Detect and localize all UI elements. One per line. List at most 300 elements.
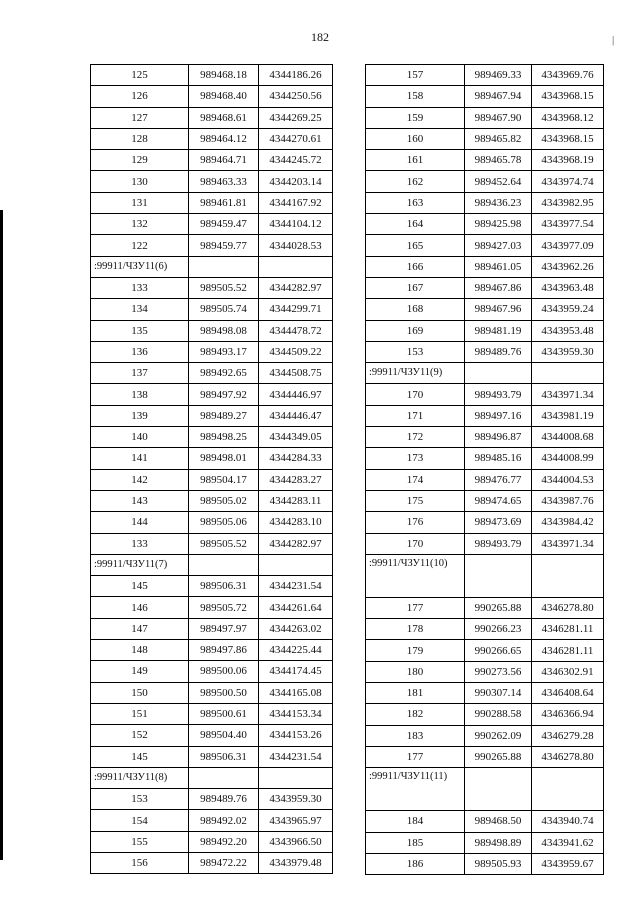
parcel-label-cell: :99911/ЧЗУ11(9) [366, 363, 465, 384]
table-row [366, 277, 604, 298]
point-id-cell: 145 [91, 576, 189, 597]
parcel-label-cell: :99911/ЧЗУ11(7) [91, 554, 189, 575]
point-id-cell: 173 [366, 448, 465, 469]
y-coordinate-cell: 4344231.54 [259, 576, 333, 597]
parcel-label-cell: :99911/ЧЗУ11(10) [366, 554, 465, 597]
table-row [366, 448, 604, 469]
point-id-cell: 172 [366, 427, 465, 448]
y-coordinate-cell: 4343977.54 [532, 214, 604, 235]
point-id-cell: 131 [91, 192, 189, 213]
parcel-header-row [91, 767, 333, 788]
table-row [91, 427, 333, 448]
parcel-header-row [91, 554, 333, 575]
point-id-cell: 149 [91, 661, 189, 682]
x-coordinate-cell: 989476.77 [465, 469, 532, 490]
x-coordinate-cell: 990266.65 [465, 640, 532, 661]
point-id-cell: 182 [366, 704, 465, 725]
table-row [91, 469, 333, 490]
x-coordinate-cell: 989465.78 [465, 150, 532, 171]
x-coordinate-cell: 989467.90 [465, 107, 532, 128]
x-coordinate-cell: 989481.19 [465, 320, 532, 341]
y-coordinate-cell: 4343969.76 [532, 65, 604, 86]
point-id-cell: 146 [91, 597, 189, 618]
point-id-cell: 126 [91, 86, 189, 107]
y-coordinate-cell: 4344004.53 [532, 469, 604, 490]
parcel-header-row [366, 554, 604, 597]
table-row [366, 832, 604, 853]
y-coordinate-cell: 4346278.80 [532, 746, 604, 767]
y-coordinate-cell: 4344261.64 [259, 597, 333, 618]
point-id-cell: 144 [91, 512, 189, 533]
parcel-label-cell: :99911/ЧЗУ11(6) [91, 256, 189, 277]
y-coordinate-cell: 4343966.50 [259, 831, 333, 852]
table-row [91, 533, 333, 554]
table-row [91, 448, 333, 469]
y-coordinate-cell: 4343965.97 [259, 810, 333, 831]
x-coordinate-cell: 989500.61 [189, 703, 259, 724]
y-coordinate-cell: 4343979.48 [259, 852, 333, 873]
x-coordinate-cell [189, 554, 259, 575]
y-coordinate-cell: 4346281.11 [532, 619, 604, 640]
table-row [366, 746, 604, 767]
y-coordinate-cell: 4346366.94 [532, 704, 604, 725]
point-id-cell: 171 [366, 405, 465, 426]
table-row [91, 810, 333, 831]
y-coordinate-cell: 4343968.15 [532, 128, 604, 149]
table-row [366, 704, 604, 725]
table-row [91, 490, 333, 511]
x-coordinate-cell: 989425.98 [465, 214, 532, 235]
x-coordinate-cell: 989492.02 [189, 810, 259, 831]
point-id-cell: 125 [91, 65, 189, 86]
point-id-cell: 177 [366, 597, 465, 618]
y-coordinate-cell: 4343971.34 [532, 533, 604, 554]
x-coordinate-cell: 989497.92 [189, 384, 259, 405]
table-row [91, 192, 333, 213]
y-coordinate-cell [259, 554, 333, 575]
x-coordinate-cell: 990265.88 [465, 597, 532, 618]
table-row [366, 811, 604, 832]
table-row [91, 682, 333, 703]
x-coordinate-cell: 989485.16 [465, 448, 532, 469]
table-row [91, 597, 333, 618]
y-coordinate-cell: 4346278.80 [532, 597, 604, 618]
x-coordinate-cell: 989473.69 [465, 512, 532, 533]
table-row [366, 128, 604, 149]
point-id-cell: 175 [366, 490, 465, 511]
y-coordinate-cell: 4343962.26 [532, 256, 604, 277]
table-row [366, 683, 604, 704]
table-row [91, 576, 333, 597]
x-coordinate-cell: 989506.31 [189, 576, 259, 597]
point-id-cell: 129 [91, 150, 189, 171]
table-row [366, 661, 604, 682]
x-coordinate-cell [465, 768, 532, 811]
point-id-cell: 164 [366, 214, 465, 235]
point-id-cell: 132 [91, 214, 189, 235]
x-coordinate-cell: 989505.52 [189, 277, 259, 298]
table-row [91, 277, 333, 298]
x-coordinate-cell: 990262.09 [465, 725, 532, 746]
table-row [91, 789, 333, 810]
table-row [91, 107, 333, 128]
x-coordinate-cell: 989468.50 [465, 811, 532, 832]
point-id-cell: 130 [91, 171, 189, 192]
x-coordinate-cell: 990288.58 [465, 704, 532, 725]
x-coordinate-cell: 989505.02 [189, 490, 259, 511]
point-id-cell: 170 [366, 533, 465, 554]
x-coordinate-cell: 990273.56 [465, 661, 532, 682]
point-id-cell: 135 [91, 320, 189, 341]
y-coordinate-cell: 4343959.24 [532, 299, 604, 320]
table-row [91, 384, 333, 405]
y-coordinate-cell: 4344508.75 [259, 363, 333, 384]
point-id-cell: 147 [91, 618, 189, 639]
x-coordinate-cell: 989472.22 [189, 852, 259, 873]
y-coordinate-cell: 4344446.97 [259, 384, 333, 405]
table-row [91, 86, 333, 107]
x-coordinate-cell: 989505.52 [189, 533, 259, 554]
point-id-cell: 138 [91, 384, 189, 405]
y-coordinate-cell: 4344282.97 [259, 277, 333, 298]
x-coordinate-cell: 989492.65 [189, 363, 259, 384]
y-coordinate-cell: 4344167.92 [259, 192, 333, 213]
x-coordinate-cell: 989493.17 [189, 341, 259, 362]
y-coordinate-cell: 4343959.30 [259, 789, 333, 810]
y-coordinate-cell: 4344446.47 [259, 405, 333, 426]
table-row [366, 214, 604, 235]
x-coordinate-cell: 989498.01 [189, 448, 259, 469]
y-coordinate-cell: 4344174.45 [259, 661, 333, 682]
table-row [91, 703, 333, 724]
table-row [366, 469, 604, 490]
y-coordinate-cell: 4343959.67 [532, 853, 604, 874]
x-coordinate-cell: 990307.14 [465, 683, 532, 704]
table-row [366, 256, 604, 277]
table-row [91, 725, 333, 746]
point-id-cell: 180 [366, 661, 465, 682]
y-coordinate-cell: 4344104.12 [259, 214, 333, 235]
point-id-cell: 142 [91, 469, 189, 490]
point-id-cell: 177 [366, 746, 465, 767]
x-coordinate-cell: 990266.23 [465, 619, 532, 640]
parcel-header-row [366, 768, 604, 811]
y-coordinate-cell: 4346281.11 [532, 640, 604, 661]
y-coordinate-cell [259, 767, 333, 788]
table-row [91, 171, 333, 192]
point-id-cell: 174 [366, 469, 465, 490]
x-coordinate-cell: 989469.33 [465, 65, 532, 86]
x-coordinate-cell: 989468.18 [189, 65, 259, 86]
table-row [366, 235, 604, 256]
y-coordinate-cell: 4344250.56 [259, 86, 333, 107]
point-id-cell: 169 [366, 320, 465, 341]
x-coordinate-cell: 989492.20 [189, 831, 259, 852]
x-coordinate-cell: 989489.27 [189, 405, 259, 426]
table-row [366, 86, 604, 107]
y-coordinate-cell: 4343940.74 [532, 811, 604, 832]
y-coordinate-cell: 4343968.15 [532, 86, 604, 107]
x-coordinate-cell: 989505.93 [465, 853, 532, 874]
point-id-cell: 140 [91, 427, 189, 448]
x-coordinate-cell: 989498.25 [189, 427, 259, 448]
point-id-cell: 133 [91, 277, 189, 298]
parcel-label-cell: :99911/ЧЗУ11(8) [91, 767, 189, 788]
point-id-cell: 162 [366, 171, 465, 192]
table-row [91, 831, 333, 852]
table-row [366, 490, 604, 511]
x-coordinate-cell: 989465.82 [465, 128, 532, 149]
y-coordinate-cell: 4344509.22 [259, 341, 333, 362]
point-id-cell: 178 [366, 619, 465, 640]
x-coordinate-cell: 989467.96 [465, 299, 532, 320]
table-row [91, 618, 333, 639]
table-row [366, 384, 604, 405]
y-coordinate-cell: 4344283.27 [259, 469, 333, 490]
margin-mark: | [612, 34, 615, 46]
point-id-cell: 150 [91, 682, 189, 703]
point-id-cell: 152 [91, 725, 189, 746]
table-row [366, 341, 604, 362]
y-coordinate-cell: 4344283.10 [259, 512, 333, 533]
point-id-cell: 154 [91, 810, 189, 831]
table-row [91, 640, 333, 661]
table-row [91, 299, 333, 320]
y-coordinate-cell: 4344349.05 [259, 427, 333, 448]
table-row [91, 852, 333, 873]
y-coordinate-cell: 4343953.48 [532, 320, 604, 341]
point-id-cell: 158 [366, 86, 465, 107]
x-coordinate-cell: 989468.40 [189, 86, 259, 107]
point-id-cell: 166 [366, 256, 465, 277]
parcel-header-row [366, 363, 604, 384]
table-row [91, 320, 333, 341]
point-id-cell: 148 [91, 640, 189, 661]
table-row [91, 65, 333, 86]
point-id-cell: 153 [366, 341, 465, 362]
scan-edge-line [0, 210, 3, 860]
x-coordinate-cell: 989489.76 [465, 341, 532, 362]
point-id-cell: 165 [366, 235, 465, 256]
point-id-cell: 185 [366, 832, 465, 853]
y-coordinate-cell: 4344270.61 [259, 128, 333, 149]
x-coordinate-cell: 989504.40 [189, 725, 259, 746]
page-number: 182 [311, 30, 329, 44]
y-coordinate-cell: 4344478.72 [259, 320, 333, 341]
y-coordinate-cell: 4344245.72 [259, 150, 333, 171]
y-coordinate-cell: 4343981.19 [532, 405, 604, 426]
x-coordinate-cell [189, 767, 259, 788]
x-coordinate-cell [465, 363, 532, 384]
x-coordinate-cell: 989493.79 [465, 384, 532, 405]
x-coordinate-cell: 989467.86 [465, 277, 532, 298]
x-coordinate-cell: 989459.77 [189, 235, 259, 256]
x-coordinate-cell: 989496.87 [465, 427, 532, 448]
table-row [91, 363, 333, 384]
y-coordinate-cell: 4344203.14 [259, 171, 333, 192]
point-id-cell: 122 [91, 235, 189, 256]
x-coordinate-cell: 989498.89 [465, 832, 532, 853]
point-id-cell: 186 [366, 853, 465, 874]
table-row [91, 214, 333, 235]
table-row [366, 107, 604, 128]
parcel-header-row [91, 256, 333, 277]
y-coordinate-cell: 4344283.11 [259, 490, 333, 511]
x-coordinate-cell: 989427.03 [465, 235, 532, 256]
point-id-cell: 167 [366, 277, 465, 298]
point-id-cell: 127 [91, 107, 189, 128]
y-coordinate-cell: 4344263.02 [259, 618, 333, 639]
x-coordinate-cell: 989504.17 [189, 469, 259, 490]
y-coordinate-cell [259, 256, 333, 277]
x-coordinate-cell: 989493.79 [465, 533, 532, 554]
y-coordinate-cell: 4343971.34 [532, 384, 604, 405]
y-coordinate-cell: 4343941.62 [532, 832, 604, 853]
x-coordinate-cell: 989505.06 [189, 512, 259, 533]
x-coordinate-cell: 989436.23 [465, 192, 532, 213]
table-row [91, 661, 333, 682]
y-coordinate-cell [532, 554, 604, 597]
point-id-cell: 179 [366, 640, 465, 661]
point-id-cell: 134 [91, 299, 189, 320]
table-row [366, 65, 604, 86]
table-row [91, 128, 333, 149]
coordinates-table-right-body [366, 65, 604, 875]
y-coordinate-cell: 4344153.34 [259, 703, 333, 724]
x-coordinate-cell: 989497.86 [189, 640, 259, 661]
y-coordinate-cell: 4343977.09 [532, 235, 604, 256]
point-id-cell: 141 [91, 448, 189, 469]
y-coordinate-cell: 4344008.68 [532, 427, 604, 448]
point-id-cell: 128 [91, 128, 189, 149]
point-id-cell: 136 [91, 341, 189, 362]
point-id-cell: 161 [366, 150, 465, 171]
x-coordinate-cell: 989500.06 [189, 661, 259, 682]
y-coordinate-cell: 4343968.12 [532, 107, 604, 128]
table-row [91, 150, 333, 171]
y-coordinate-cell: 4344165.08 [259, 682, 333, 703]
point-id-cell: 181 [366, 683, 465, 704]
x-coordinate-cell: 989505.74 [189, 299, 259, 320]
x-coordinate-cell: 989497.97 [189, 618, 259, 639]
y-coordinate-cell: 4344028.53 [259, 235, 333, 256]
x-coordinate-cell: 989459.47 [189, 214, 259, 235]
x-coordinate-cell: 989505.72 [189, 597, 259, 618]
point-id-cell: 139 [91, 405, 189, 426]
point-id-cell: 143 [91, 490, 189, 511]
point-id-cell: 156 [91, 852, 189, 873]
y-coordinate-cell: 4344231.54 [259, 746, 333, 767]
table-row [366, 299, 604, 320]
table-row [91, 341, 333, 362]
y-coordinate-cell: 4343959.30 [532, 341, 604, 362]
x-coordinate-cell: 989468.61 [189, 107, 259, 128]
y-coordinate-cell: 4343982.95 [532, 192, 604, 213]
y-coordinate-cell: 4344225.44 [259, 640, 333, 661]
x-coordinate-cell: 989461.81 [189, 192, 259, 213]
point-id-cell: 155 [91, 831, 189, 852]
point-id-cell: 133 [91, 533, 189, 554]
x-coordinate-cell: 989461.05 [465, 256, 532, 277]
x-coordinate-cell [189, 256, 259, 277]
point-id-cell: 137 [91, 363, 189, 384]
table-row [366, 640, 604, 661]
y-coordinate-cell: 4343974.74 [532, 171, 604, 192]
point-id-cell: 168 [366, 299, 465, 320]
table-row [91, 746, 333, 767]
point-id-cell: 160 [366, 128, 465, 149]
coordinates-table-left-body [91, 65, 333, 874]
table-row [366, 597, 604, 618]
y-coordinate-cell [532, 363, 604, 384]
x-coordinate-cell [465, 554, 532, 597]
x-coordinate-cell: 990265.88 [465, 746, 532, 767]
x-coordinate-cell: 989464.71 [189, 150, 259, 171]
x-coordinate-cell: 989497.16 [465, 405, 532, 426]
point-id-cell: 163 [366, 192, 465, 213]
y-coordinate-cell: 4344153.26 [259, 725, 333, 746]
point-id-cell: 159 [366, 107, 465, 128]
y-coordinate-cell: 4344284.33 [259, 448, 333, 469]
point-id-cell: 145 [91, 746, 189, 767]
y-coordinate-cell [532, 768, 604, 811]
table-row [366, 725, 604, 746]
point-id-cell: 170 [366, 384, 465, 405]
parcel-label-cell: :99911/ЧЗУ11(11) [366, 768, 465, 811]
point-id-cell: 183 [366, 725, 465, 746]
table-row [366, 150, 604, 171]
y-coordinate-cell: 4343984.42 [532, 512, 604, 533]
y-coordinate-cell: 4344282.97 [259, 533, 333, 554]
x-coordinate-cell: 989506.31 [189, 746, 259, 767]
x-coordinate-cell: 989500.50 [189, 682, 259, 703]
x-coordinate-cell: 989474.65 [465, 490, 532, 511]
table-row [91, 235, 333, 256]
table-row [366, 320, 604, 341]
table-row [366, 512, 604, 533]
y-coordinate-cell: 4344299.71 [259, 299, 333, 320]
x-coordinate-cell: 989463.33 [189, 171, 259, 192]
x-coordinate-cell: 989498.08 [189, 320, 259, 341]
x-coordinate-cell: 989452.64 [465, 171, 532, 192]
y-coordinate-cell: 4346279.28 [532, 725, 604, 746]
table-row [366, 192, 604, 213]
table-row [91, 512, 333, 533]
y-coordinate-cell: 4344269.25 [259, 107, 333, 128]
x-coordinate-cell: 989464.12 [189, 128, 259, 149]
y-coordinate-cell: 4343987.76 [532, 490, 604, 511]
y-coordinate-cell: 4343963.48 [532, 277, 604, 298]
table-row [366, 405, 604, 426]
x-coordinate-cell: 989489.76 [189, 789, 259, 810]
coordinates-table-left [90, 64, 333, 874]
table-row [366, 853, 604, 874]
x-coordinate-cell: 989467.94 [465, 86, 532, 107]
point-id-cell: 151 [91, 703, 189, 724]
y-coordinate-cell: 4346302.91 [532, 661, 604, 682]
table-row [366, 533, 604, 554]
point-id-cell: 157 [366, 65, 465, 86]
point-id-cell: 176 [366, 512, 465, 533]
point-id-cell: 153 [91, 789, 189, 810]
y-coordinate-cell: 4344186.26 [259, 65, 333, 86]
table-row [366, 427, 604, 448]
table-row [366, 619, 604, 640]
point-id-cell: 184 [366, 811, 465, 832]
coordinates-table-right [365, 64, 604, 875]
table-row [366, 171, 604, 192]
y-coordinate-cell: 4346408.64 [532, 683, 604, 704]
